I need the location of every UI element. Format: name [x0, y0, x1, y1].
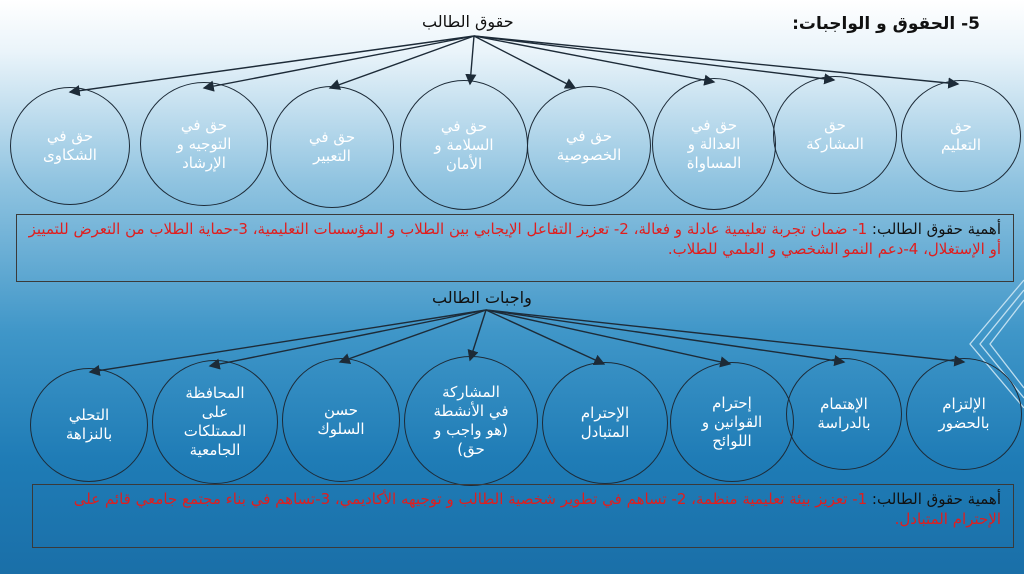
- rights-heading: حقوق الطالب: [422, 12, 514, 31]
- duty-conduct-circle: حسن السلوك: [282, 358, 400, 482]
- right-expression-circle: حق في التعبير: [270, 86, 394, 208]
- duties-importance-text: 1- تعزيز بيئة تعليمية منظمة، 2- تساهم في تطوير شخصية الطالب و توجيهه الأكاديمي، 3-تساهم في بناء مجتمع جامعي قائم على الإحترام المتبادل.: [73, 490, 1001, 528]
- duty-regulations-circle: إحترام القوانين و اللوائح: [670, 362, 794, 482]
- rights-importance-box: [16, 214, 1014, 282]
- duties-importance-box: [32, 484, 1014, 548]
- duty-attendance-circle: الإلتزام بالحضور: [906, 358, 1022, 470]
- rights-importance-text: 1- ضمان تجربة تعليمية عادلة و فعالة، 2- تعزيز التفاعل الإيجابي بين الطلاب و المؤسسات التعليمية، 3-حماية الطلاب من التعرض للتمييز أو الإستغلال، 4-دعم النمو الشخصي و العلمي للطلاب.: [28, 220, 1001, 258]
- right-justice-circle: حق في العدالة و المساواة: [652, 78, 776, 210]
- duty-study-circle: الإهتمام بالدراسة: [786, 358, 902, 470]
- right-complaints-circle: حق في الشكاوى: [10, 87, 130, 205]
- right-safety-circle: حق في السلامة و الأمان: [400, 80, 528, 210]
- duty-respect-circle: الإحترام المتبادل: [542, 362, 668, 484]
- right-education-circle: حق التعليم: [901, 80, 1021, 192]
- section-title: 5- الحقوق و الواجبات:: [792, 14, 980, 34]
- rights-importance-lead: أهمية حقوق الطالب:: [867, 220, 1001, 238]
- right-participation-circle: حق المشاركة: [773, 76, 897, 194]
- right-guidance-circle: حق في التوجيه و الإرشاد: [140, 82, 268, 206]
- duty-activities-circle: المشاركة في الأنشطة (هو واجب و حق): [404, 356, 538, 486]
- duties-importance-lead: أهمية حقوق الطالب:: [867, 490, 1001, 508]
- duty-integrity-circle: التحلي بالنزاهة: [30, 368, 148, 482]
- right-privacy-circle: حق في الخصوصية: [527, 86, 651, 206]
- duty-property-circle: المحافظة على الممتلكات الجامعية: [152, 360, 278, 484]
- duties-heading: واجبات الطالب: [432, 288, 532, 307]
